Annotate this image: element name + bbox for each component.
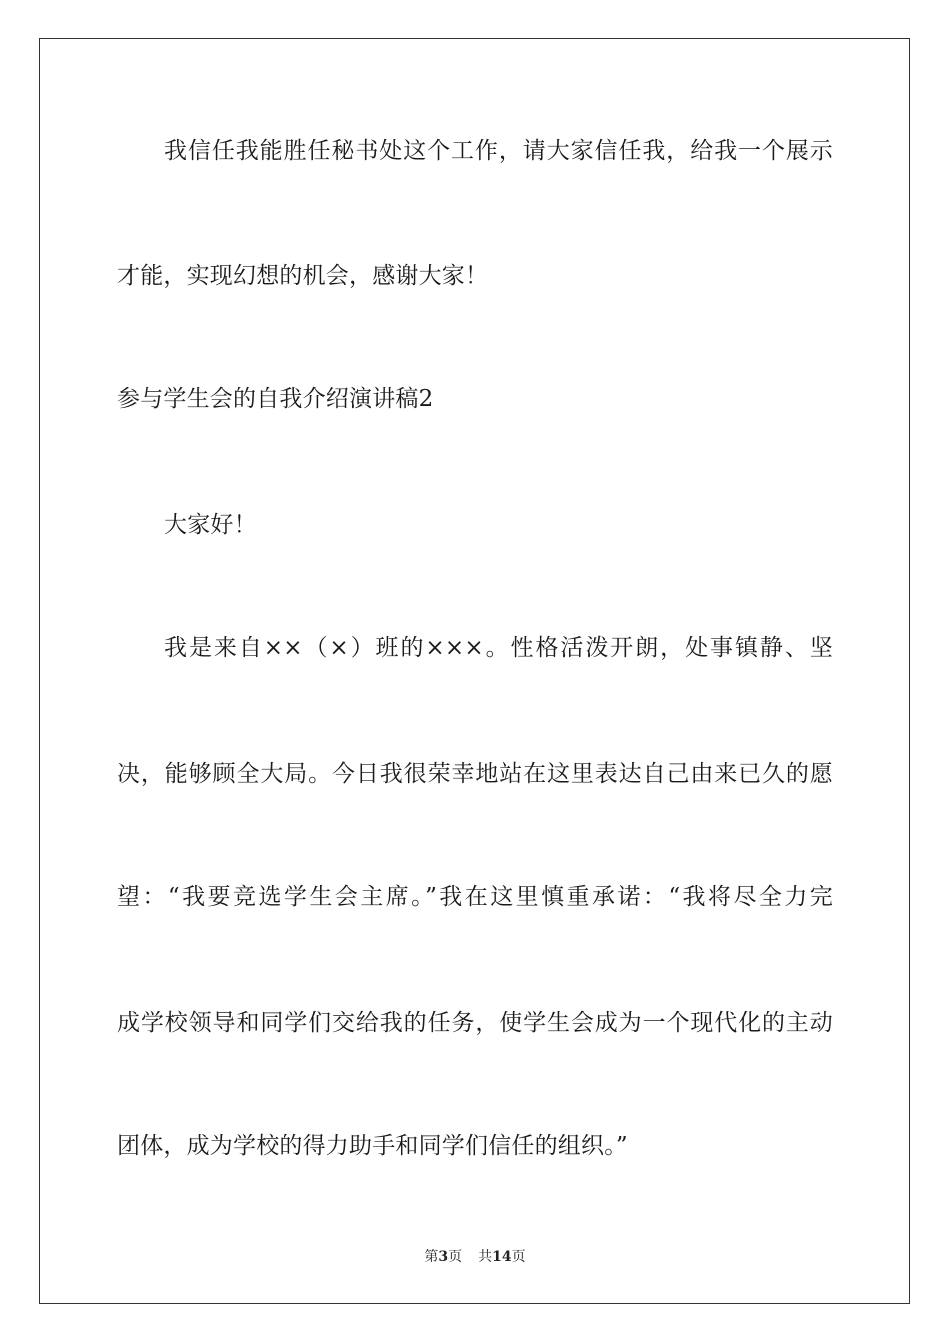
greeting-line: 大家好！: [164, 512, 257, 538]
page-footer: [0, 1248, 950, 1266]
paragraph-line-3: 我是来自××（×）班的×××。性格活泼开朗，处事镇静、坚: [164, 635, 833, 661]
total-pages: 14: [492, 1249, 512, 1265]
paragraph-line-1: 我信任我能胜任秘书处这个工作，请大家信任我，给我一个展示: [164, 138, 833, 164]
paragraph-line-7: 团体，成为学校的得力助手和同学们信任的组织。”: [117, 1133, 628, 1159]
paragraph-line-6: 成学校领导和同学们交给我的任务，使学生会成为一个现代化的主动: [117, 1010, 833, 1036]
page-border: [39, 38, 910, 1304]
paragraph-line-5: 望：“我要竞选学生会主席。”我在这里慎重承诺：“我将尽全力完: [117, 884, 833, 910]
total-suffix: 页: [511, 1249, 526, 1265]
page-prefix: 第: [424, 1249, 439, 1265]
paragraph-line-2: 才能，实现幻想的机会，感谢大家！: [117, 263, 489, 289]
page-suffix: 页: [448, 1249, 463, 1265]
section-title: 参与学生会的自我介绍演讲稿2: [117, 386, 434, 412]
paragraph-line-4: 决，能够顾全大局。今日我很荣幸地站在这里表达自己由来已久的愿: [117, 761, 833, 787]
total-prefix: 共: [478, 1249, 493, 1265]
page-number: 3: [438, 1249, 449, 1265]
